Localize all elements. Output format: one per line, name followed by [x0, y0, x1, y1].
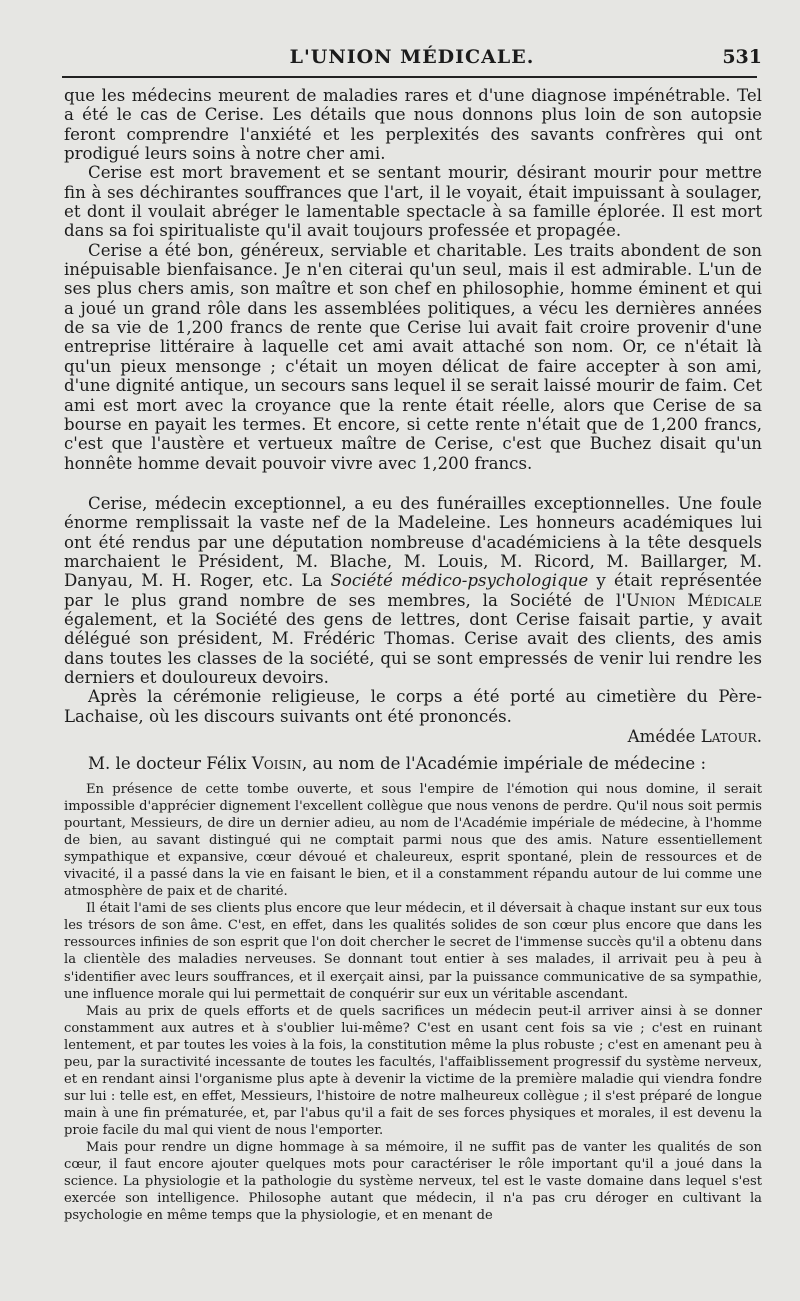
paragraph-4-part-b: y était représentée par le plus grand nombre de ses membres, la Société de l' [64, 571, 762, 610]
author-signature [64, 727, 762, 747]
header-rule [62, 76, 757, 78]
speech-paragraph-2: Il était l'ami de ses clients plus encore que leur médecin, et il déversait à chaque instant sur eux tous les trésors de son âme. C'est, en effet, dans les qualités solides de son cœur plus encore que dans les ressources infinies de son esprit que l'on doit chercher le secret de l'immense succès qu'il a obtenu dans la clientèle des maladies nerveuses. Se donnant tout entier à ses malades, il arrivait peu à peu à s'identifier avec leurs souffrances, et il exerçait ainsi, par la puissance communicative de sa sympathie, une influence morale qui lui permettait de conquérir sur eux un véritable ascendant. [64, 901, 762, 1002]
journal-name-smallcaps: Union Médicale [625, 590, 762, 610]
signature-first-name: Amédée [627, 727, 701, 746]
obituary-text [64, 86, 762, 747]
speech-text [64, 781, 762, 1224]
article-body [64, 86, 762, 1224]
paragraph-4 [64, 494, 762, 687]
paragraph-2: Cerise est mort bravement et se sentant mourir, désirant mourir pour mettre fin à ses déchirantes souffrances que l'art, il le voyait, était impuissant à soulager, et dont il voulait abréger le lamentable spectacle à sa famille éplorée. Il est mort dans sa foi spiritualiste qu'il avait toujours professée et propagée. [64, 163, 762, 241]
page-number: 531 [722, 46, 762, 68]
paragraph-3: Cerise a été bon, généreux, serviable et charitable. Les traits abondent de son inépuisable bienfaisance. Je n'en citerai qu'un seul, mais il est admirable. L'un de ses plus chers amis, son maître et son chef en philosophie, homme éminent et qui a joué un grand rôle dans les assemblées politiques, a vécu les dernières années de sa vie de 1,200 francs de rente que Cerise lui avait fait croire provenir d'une entreprise littéraire à laquelle cet ami avait attaché son nom. Or, ce n'était là qu'un pieux mensonge ; c'était un moyen délicat de faire accepter à son ami, d'une dignité antique, un secours sans lequel il se serait laissé mourir de faim. Cet ami est mort avec la croyance que la rente était réelle, alors que Cerise de sa bourse en payait les termes. Et encore, si cette rente n'était que de 1,200 francs, c'est que l'austère et vertueux maître de Cerise, c'est que Buchez disait qu'un honnête homme devait pouvoir vivre avec 1,200 francs. [64, 240, 762, 473]
speech-heading-part-a: M. le docteur Félix [88, 754, 252, 773]
speech-paragraph-3: Mais au prix de quels efforts et de quels sacrifices un médecin peut-il arriver ainsi à se donner constamment aux autres et à s'oublier lui-même? C'est en usant cent fois sa vie ; c'est en ruinant lentement, et par toutes les voies à la fois, la constitution même la plus robuste ; c'est en amenant peu à peu, par la suractivité incessante de toutes les facultés, l'affaiblissement progressif du système nerveux, et en rendant ainsi l'organisme plus apte à devenir la victime de la première maladie qui viendra fondre sur lui : telle est, en effet, Messieurs, l'histoire de notre malheureux collègue ; il s'est préparé de longue main à une fin prématurée, et, par l'abus qu'il a fait de ses forces physiques et morales, il est devenu la proie facile du mal qui vient de nous l'emporter. [64, 1003, 762, 1138]
paragraph-5: Après la cérémonie religieuse, le corps a été porté au cimetière du Père-Lachaise, où les discours suivants ont été prononcés. [64, 687, 762, 726]
signature-last-name: Latour. [700, 727, 762, 746]
paragraph-4-part-c: également, et la Société des gens de lettres, dont Cerise faisait partie, y avait délégué son président, M. Frédéric Thomas. Cerise avait des clients, des amis dans toutes les classes de la société, qui se sont empressés de venir lui rendre les derniers et douloureux devoirs. [64, 609, 762, 687]
society-name-italic: Société médico-psychologique [330, 571, 589, 591]
page-header [62, 44, 762, 74]
speech-heading [64, 753, 762, 775]
paragraph-1: que les médecins meurent de maladies rares et d'une diagnose impénétrable. Tel a été le cas de Cerise. Les détails que nous donnons plus loin de son autopsie feront comprendre l'anxiété et les perplexités des savants confrères qui ont prodigué leurs soins à notre cher ami. [64, 86, 762, 164]
running-title: L'UNION MÉDICALE. [289, 46, 535, 68]
paragraph-gap [64, 473, 762, 494]
speech-heading-part-b: , au nom de l'Académie impériale de médecine : [301, 754, 707, 773]
paragraph-4-part-a: Cerise, médecin exceptionnel, a eu des funérailles exceptionnelles. Une foule énorme remplissait la vaste nef de la Madeleine. Les honneurs académiques lui ont été rendus par une députation nombreuse d'académiciens à la tête desquels marchaient le Président, M. Blache, M. Louis, M. Ricord, M. Baillarger, M. Danyau, M. H. Roger, etc. La [64, 493, 762, 591]
speech-paragraph-1: En présence de cette tombe ouverte, et sous l'empire de l'émotion qui nous domine, il serait impossible d'apprécier dignement l'excellent collègue que nous venons de perdre. Qu'il nous soit permis pourtant, Messieurs, de dire un dernier adieu, au nom de l'Académie impériale de médecine, à l'homme de bien, au savant distingué qui ne comptait parmi nous que des amis. Nature essentiellement sympathique et expansive, cœur dévoué et chaleureux, esprit spontané, plein de ressources et de vivacité, il a passé dans la vie en faisant le bien, et il a constamment répandu autour de lui comme une atmosphère de paix et de charité. [64, 782, 762, 900]
speech-paragraph-4: Mais pour rendre un digne hommage à sa mémoire, il ne suffit pas de vanter les qualités de son cœur, il faut encore ajouter quelques mots pour caractériser le rôle important qu'il a joué dans la science. La physiologie et la pathologie du système nerveux, tel est le vaste domaine dans lequel s'est exercée son intelligence. Philosophe autant que médecin, il n'a pas cru déroger en cultivant la psychologie en même temps que la physiologie, et en menant de [64, 1139, 762, 1224]
speaker-name: Voisin [251, 754, 302, 773]
